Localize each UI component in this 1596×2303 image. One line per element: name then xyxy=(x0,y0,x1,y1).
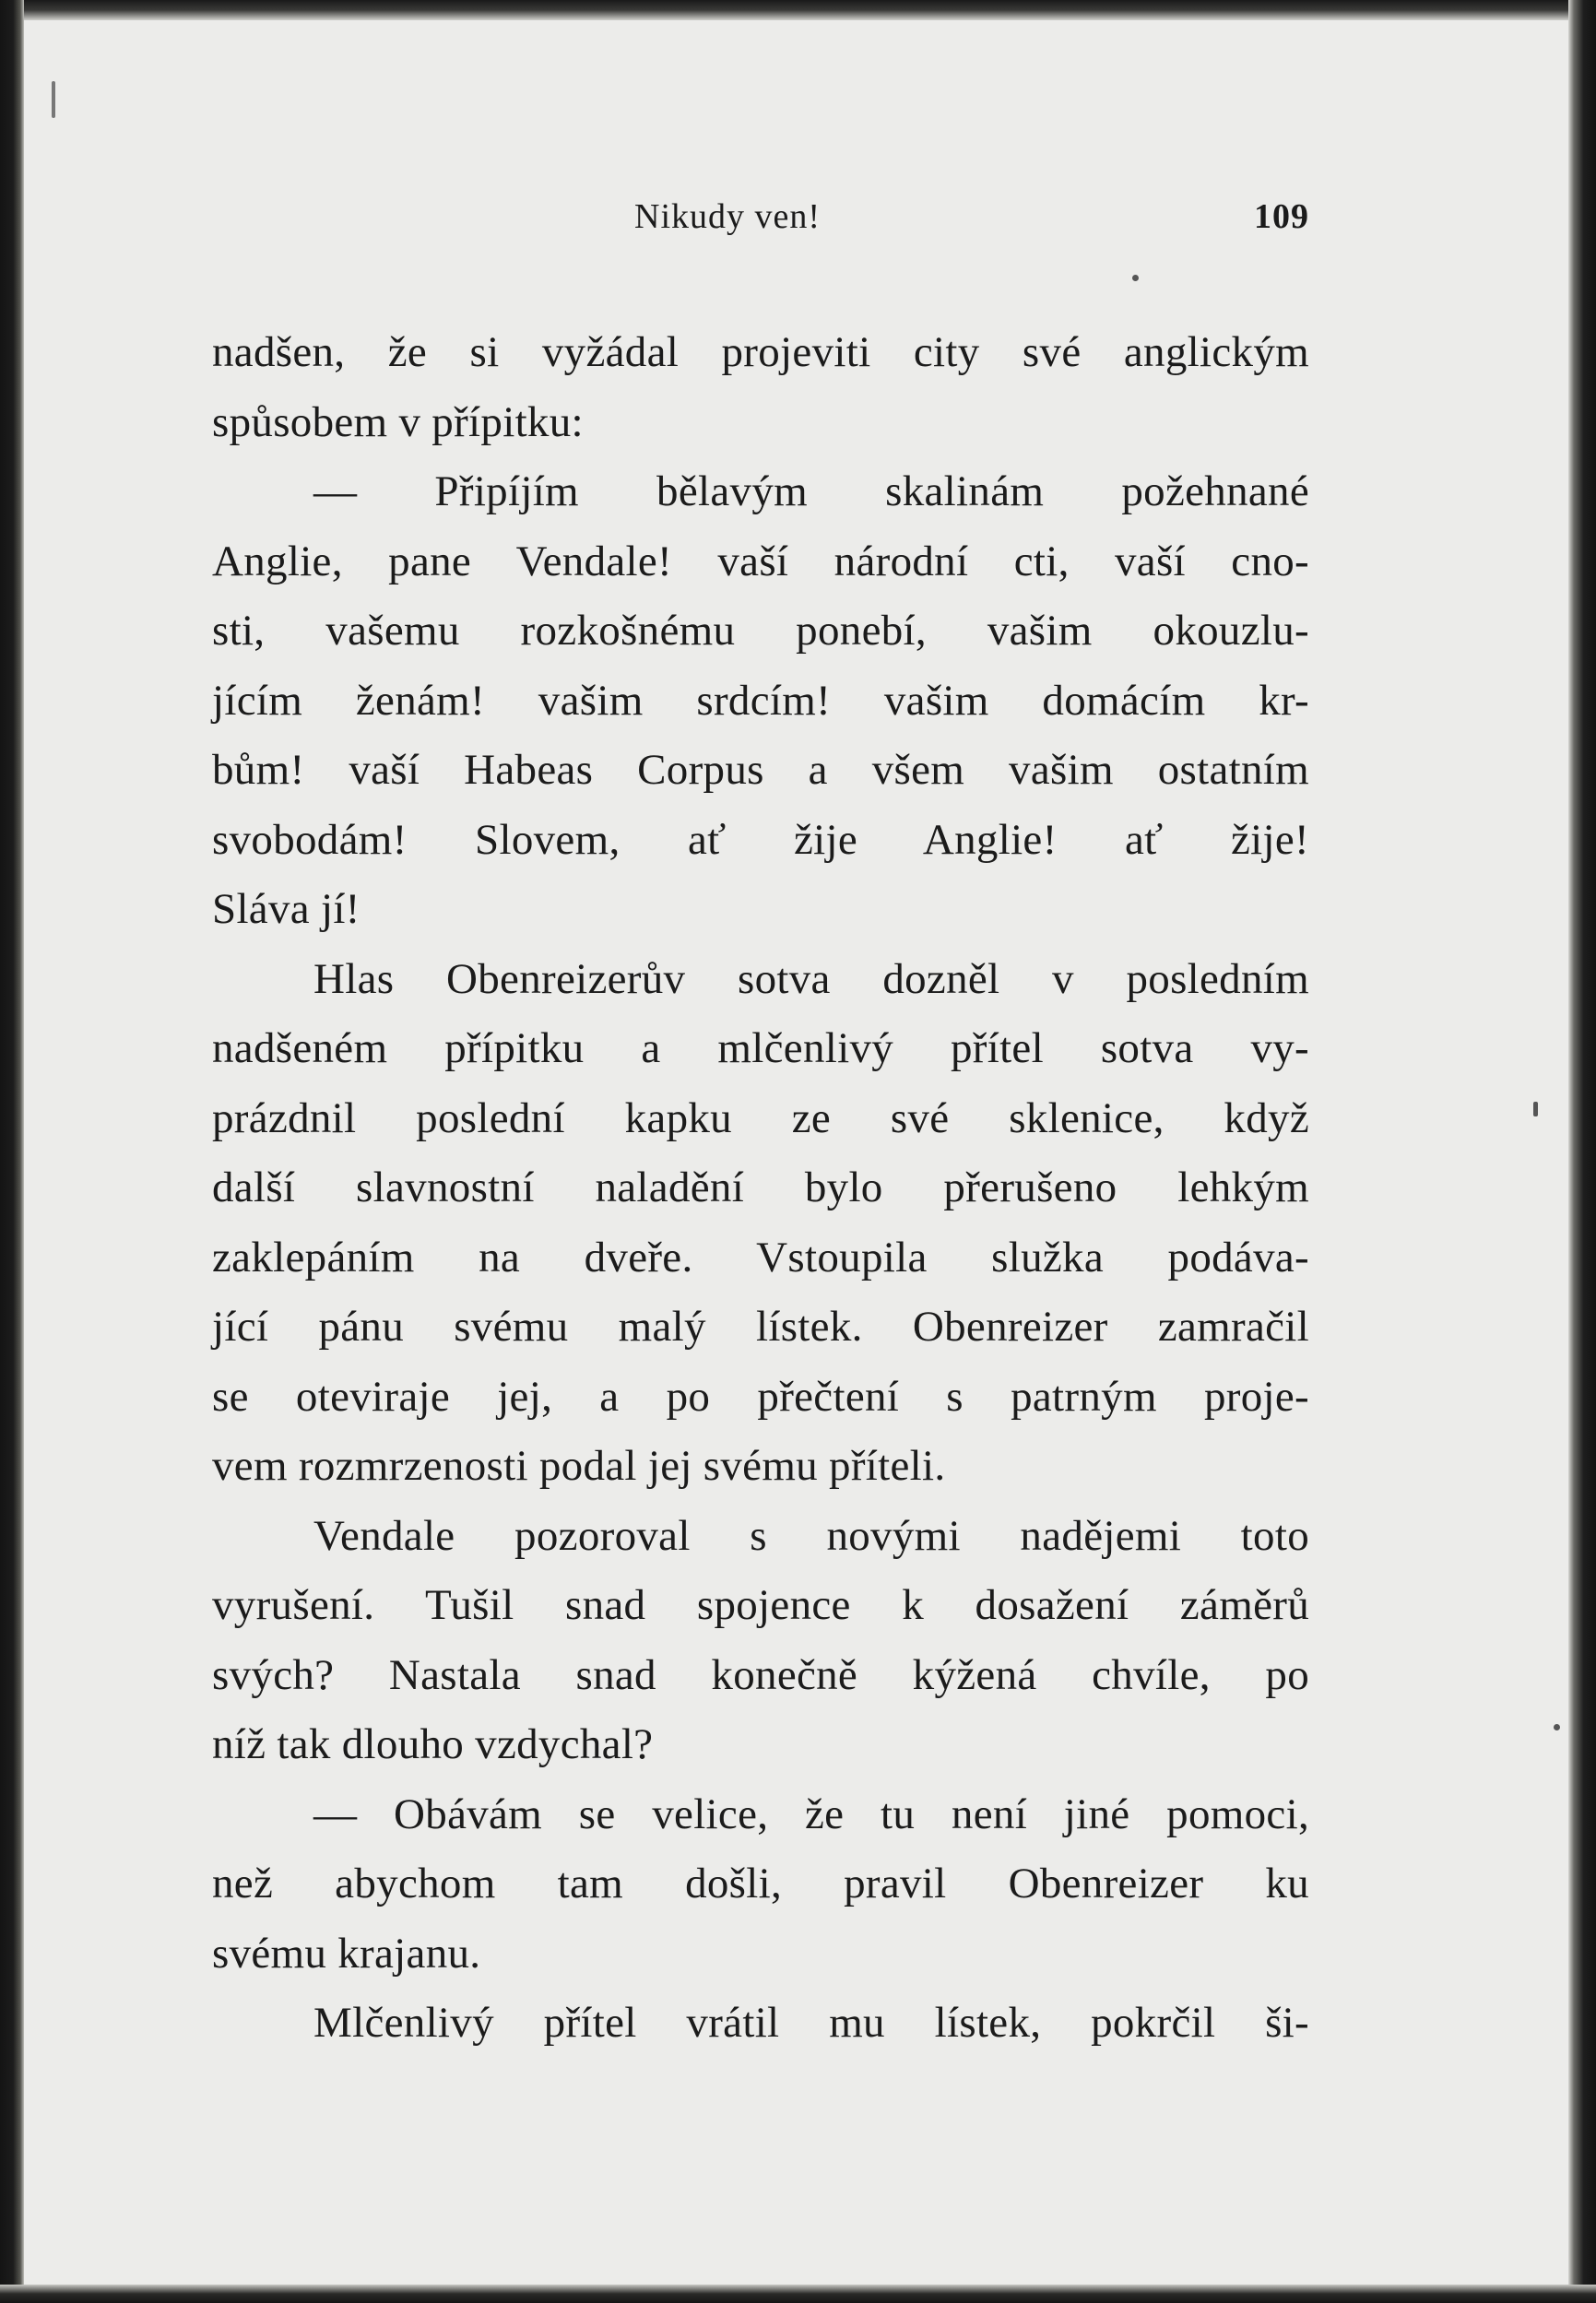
text-line: jícím ženám! vašim srdcím! vašim domácím kr- xyxy=(212,676,1309,725)
running-title: Nikudy ven! xyxy=(634,197,822,236)
text-line: svých? Nastala snad konečně kýžená chvíle, po xyxy=(212,1650,1309,1699)
text-line: spůsobem v přípitku: xyxy=(212,397,584,446)
text-line: níž tak dlouho vzdychal? xyxy=(212,1720,654,1768)
text-line: svému krajanu. xyxy=(212,1929,481,1978)
page-number: 109 xyxy=(1254,197,1309,236)
text-line: další slavnostní naladění bylo přerušeno lehkým xyxy=(212,1163,1309,1211)
text-line: jící pánu svému malý lístek. Obenreizer zamračil xyxy=(212,1303,1309,1351)
text-line: vem rozmrzenosti podal jej svému příteli. xyxy=(212,1442,946,1490)
text-line: se oteviraje jej, a po přečtení s patrným proje- xyxy=(212,1372,1309,1421)
text-line: Hlas Obenreizerův sotva dozněl v posledním xyxy=(313,954,1309,1003)
text-line: zaklepáním na dveře. Vstoupila služka podáva- xyxy=(212,1233,1309,1281)
text-line: Vendale pozoroval s novými nadějemi toto xyxy=(313,1511,1309,1560)
text-line: sti, vašemu rozkošnému ponebí, vašim okouzlu- xyxy=(212,607,1309,655)
body-text xyxy=(212,318,1309,2059)
scan-border-top xyxy=(0,0,1596,20)
scan-speck xyxy=(1533,1102,1538,1116)
text-line: svobodám! Slovem, ať žije Anglie! ať žije! xyxy=(212,815,1309,864)
running-head xyxy=(212,189,1309,244)
scan-speck xyxy=(1554,1724,1560,1730)
book-page xyxy=(212,189,1309,2059)
text-line: bům! vaší Habeas Corpus a všem vašim ostatním xyxy=(212,746,1309,794)
text-line: nadšen, že si vyžádal projeviti city své anglickým xyxy=(212,328,1309,376)
text-line: — Obávám se velice, že tu není jiné pomoci, xyxy=(313,1789,1309,1838)
text-line: než abychom tam došli, pravil Obenreizer ku xyxy=(212,1860,1309,1907)
text-line: Sláva jí! xyxy=(212,885,361,933)
text-line: Anglie, pane Vendale! vaší národní cti, vaší cno- xyxy=(212,537,1309,585)
scan-border-right xyxy=(1568,0,1596,2303)
text-line: — Připíjím bělavým skalinám požehnané xyxy=(313,467,1309,515)
text-line: vyrušení. Tušil snad spojence k dosažení záměrů xyxy=(212,1581,1309,1629)
text-line: nadšeném přípitku a mlčenlivý přítel sotva vy- xyxy=(212,1024,1309,1072)
scan-speck xyxy=(52,81,55,118)
scan-border-bottom xyxy=(0,2285,1596,2303)
scan-border-left xyxy=(0,0,24,2303)
text-line: Mlčenlivý přítel vrátil mu lístek, pokrčil ši- xyxy=(313,1999,1309,2047)
text-line: prázdnil poslední kapku ze své sklenice, když xyxy=(212,1093,1309,1142)
